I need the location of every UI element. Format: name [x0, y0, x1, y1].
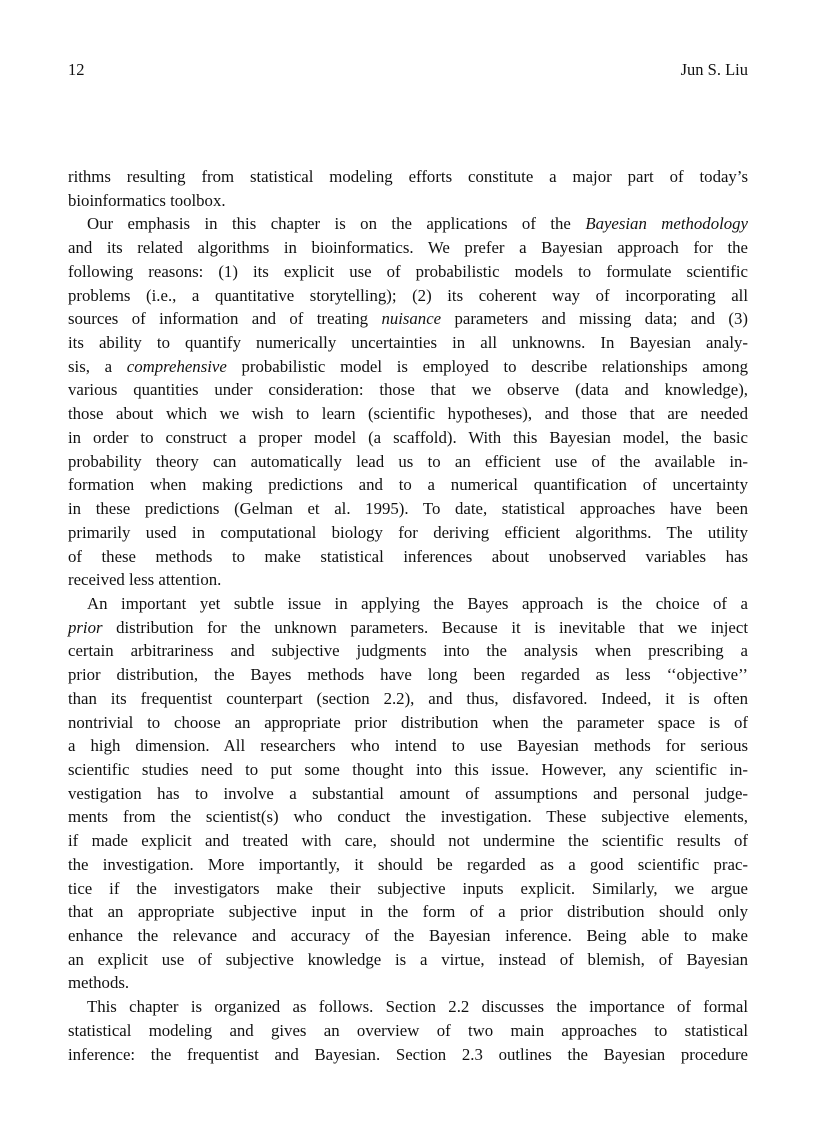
text-segment: vestigation has to involve a substantial amount of assumptions and personal judge- — [68, 783, 748, 803]
text-segment: probability theory can automatically lead us to an efficient use of the available in- — [68, 451, 748, 471]
text-segment: of these methods to make statistical inferences about unobserved variables has — [68, 546, 748, 566]
text-segment: certain arbitrariness and subjective judgments into the analysis when prescribing a — [68, 641, 748, 661]
text-segment: sis, a — [68, 356, 127, 376]
text-segment: the investigation. More importantly, it should be regarded as a good scientific prac- — [68, 854, 748, 874]
text-segment: prior distribution, the Bayes methods have long been regarded as less ‘‘objective’’ — [68, 665, 748, 685]
emphasized-text: nuisance — [381, 309, 442, 329]
text-segment: distribution for the unknown parameters. Because it is inevitable that we inject — [102, 617, 748, 637]
text-segment: probabilistic model is employed to describe relationships among — [226, 356, 748, 376]
page-number: 12 — [68, 60, 85, 79]
text-line — [68, 378, 748, 402]
emphasized-text: Bayesian methodology — [585, 214, 748, 234]
text-line — [68, 711, 748, 735]
text-segment: those about which we wish to learn (scientific hypotheses), and those that are needed — [68, 404, 748, 424]
text-segment: its ability to quantify numerically uncertainties in all unknowns. In Bayesian analy- — [68, 333, 748, 353]
text-line — [68, 189, 748, 213]
text-segment: than its frequentist counterpart (section 2.2), and thus, disfavored. Indeed, it is often — [68, 688, 748, 708]
text-segment: problems (i.e., a quantitative storytelling); (2) its coherent way of incorporating all — [68, 285, 748, 305]
text-line — [68, 165, 748, 189]
text-segment: scientific studies need to put some thought into this issue. However, any scientific in- — [68, 759, 748, 779]
text-line — [68, 473, 748, 497]
text-line — [68, 426, 748, 450]
text-line — [68, 592, 748, 616]
text-line — [68, 212, 748, 236]
text-segment: an explicit use of subjective knowledge is a virtue, instead of blemish, of Bayesian — [68, 949, 748, 969]
text-segment: in these predictions (Gelman et al. 1995). To date, statistical approaches have been — [68, 499, 748, 519]
text-line — [68, 331, 748, 355]
text-segment: sources of information and of treating — [68, 309, 382, 329]
text-line — [68, 355, 748, 379]
text-segment: in order to construct a proper model (a scaffold). With this Bayesian model, the basic — [68, 427, 748, 447]
text-line — [68, 734, 748, 758]
text-line — [68, 948, 748, 972]
text-line — [68, 284, 748, 308]
text-line — [68, 307, 748, 331]
text-line — [68, 497, 748, 521]
text-segment: received less attention. — [68, 570, 222, 590]
text-segment: This chapter is organized as follows. Section 2.2 discusses the importance of formal — [87, 997, 748, 1017]
text-line — [68, 853, 748, 877]
text-segment: primarily used in computational biology for deriving efficient algorithms. The utility — [68, 522, 748, 542]
text-segment: inference: the frequentist and Bayesian. Section 2.3 outlines the Bayesian procedure — [68, 1044, 748, 1064]
text-segment: statistical modeling and gives an overview of two main approaches to statistical — [68, 1020, 748, 1040]
text-segment: An important yet subtle issue in applying the Bayes approach is the choice of a — [87, 593, 748, 613]
text-segment: rithms resulting from statistical modeling efforts constitute a major part of today’s — [68, 167, 748, 186]
text-segment: parameters and missing data; and (3) — [441, 309, 748, 329]
text-line — [68, 687, 748, 711]
text-line — [68, 900, 748, 924]
text-segment: and its related algorithms in bioinformatics. We prefer a Bayesian approach for the — [68, 238, 748, 258]
running-head-author: Jun S. Liu — [680, 60, 748, 79]
text-line — [68, 639, 748, 663]
text-segment: methods. — [68, 973, 130, 993]
emphasized-text: prior — [68, 617, 103, 637]
text-segment: following reasons: (1) its explicit use of probabilistic models to formulate scientific — [68, 261, 748, 281]
text-line — [68, 782, 748, 806]
text-segment: various quantities under consideration: those that we observe (data and knowledge), — [68, 380, 748, 400]
text-segment: if made explicit and treated with care, should not undermine the scientific results of — [68, 831, 748, 851]
body-text — [68, 165, 748, 1066]
text-line — [68, 829, 748, 853]
text-line — [68, 260, 748, 284]
text-line — [68, 1043, 748, 1067]
text-line — [68, 450, 748, 474]
text-line — [68, 521, 748, 545]
text-line — [68, 568, 748, 592]
text-line — [68, 1019, 748, 1043]
text-line — [68, 924, 748, 948]
text-segment: that an appropriate subjective input in the form of a prior distribution should only — [68, 902, 748, 922]
text-line — [68, 616, 748, 640]
text-line — [68, 805, 748, 829]
text-segment: nontrivial to choose an appropriate prior distribution when the parameter space is of — [68, 712, 748, 732]
text-line — [68, 236, 748, 260]
text-line — [68, 971, 748, 995]
text-segment: ments from the scientist(s) who conduct the investigation. These subjective elements, — [68, 807, 748, 827]
text-segment: formation when making predictions and to a numerical quantification of uncertainty — [68, 475, 748, 495]
text-segment: enhance the relevance and accuracy of the Bayesian inference. Being able to make — [68, 926, 748, 945]
text-line — [68, 877, 748, 901]
text-segment: a high dimension. All researchers who intend to use Bayesian methods for serious — [68, 736, 748, 756]
text-segment: tice if the investigators make their subjective inputs explicit. Similarly, we argue — [68, 878, 748, 898]
text-line — [68, 663, 748, 687]
text-line — [68, 545, 748, 569]
text-segment: Our emphasis in this chapter is on the applications of the — [87, 214, 586, 234]
text-line — [68, 402, 748, 426]
text-line — [68, 995, 748, 1019]
text-segment: bioinformatics toolbox. — [68, 190, 226, 210]
text-line — [68, 758, 748, 782]
emphasized-text: comprehensive — [126, 356, 227, 376]
